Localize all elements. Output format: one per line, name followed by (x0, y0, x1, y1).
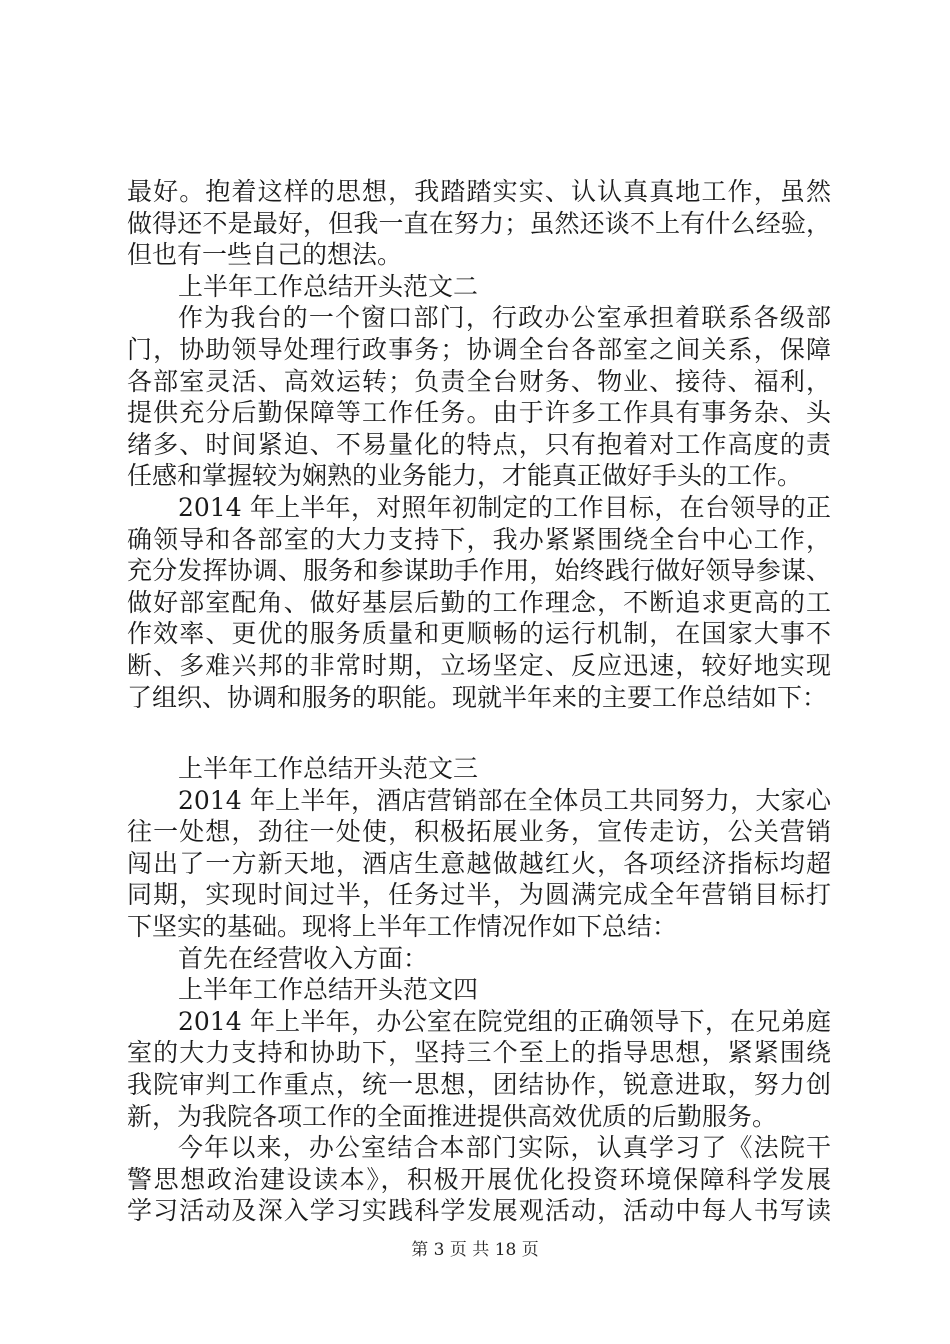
text-line: 确领导和各部室的大力支持下，我办紧紧围绕全台中心工作， (127, 524, 831, 554)
text-line: 2014 年上半年，办公室在院党组的正确领导下，在兄弟庭 (178, 1006, 831, 1036)
section-heading (127, 974, 831, 1006)
text-line: 绪多、时间紧迫、不易量化的特点，只有抱着对工作高度的责 (127, 429, 831, 459)
text-line: 但也有一些自己的想法。 (127, 240, 403, 270)
paragraph (127, 1006, 831, 1132)
text-line: 作为我台的一个窗口部门，行政办公室承担着联系各级部 (178, 303, 831, 333)
text-line: 充分发挥协调、服务和参谋助手作用，始终践行做好领导参谋、 (127, 556, 831, 586)
text-line: 往一处想，劲往一处使，积极拓展业务，宣传走访，公关营销 (127, 817, 831, 847)
text-line: 做得还不是最好，但我一直在努力；虽然还谈不上有什么经验， (127, 208, 831, 238)
text-line: 门，协助领导处理行政事务；协调全台各部室之间关系，保障 (127, 334, 831, 364)
text-line: 提供充分后勤保障等工作任务。由于许多工作具有事务杂、头 (127, 398, 831, 428)
text-line: 警思想政治建设读本》，积极开展优化投资环境保障科学发展 (127, 1164, 831, 1194)
paragraph (127, 492, 831, 713)
text-line: 我院审判工作重点，统一思想，团结协作，锐意进取，努力创 (127, 1070, 831, 1100)
text-line: 上半年工作总结开头范文三 (178, 754, 479, 784)
section-heading (127, 753, 831, 785)
text-line: 上半年工作总结开头范文二 (178, 271, 479, 301)
text-line: 各部室灵活、高效运转；负责全台财务、物业、接待、福利， (127, 366, 831, 396)
text-line: 2014 年上半年，对照年初制定的工作目标，在台领导的正 (178, 492, 831, 522)
section-heading (127, 271, 831, 303)
text-line: 同期，实现时间过半，任务过半，为圆满完成全年营销目标打 (127, 880, 831, 910)
paragraph (127, 943, 831, 975)
text-line: 首先在经营收入方面： (178, 943, 429, 973)
text-line: 2014 年上半年，酒店营销部在全体员工共同努力，大家心 (178, 785, 831, 815)
text-line: 做好部室配角、做好基层后勤的工作理念，不断追求更高的工 (127, 587, 831, 617)
paragraph (127, 1132, 831, 1227)
text-line: 室的大力支持和协助下，坚持三个至上的指导思想，紧紧围绕 (127, 1038, 831, 1068)
text-line: 学习活动及深入学习实践科学发展观活动，活动中每人书写读 (127, 1196, 831, 1226)
paragraph (127, 176, 831, 271)
text-line: 了组织、协调和服务的职能。现就半年来的主要工作总结如下： (127, 682, 828, 712)
text-line: 任感和掌握较为娴熟的业务能力，才能真正做好手头的工作。 (127, 461, 803, 491)
paragraph-gap (127, 713, 831, 753)
text-line: 今年以来，办公室结合本部门实际，认真学习了《法院干 (178, 1133, 831, 1163)
text-line: 作效率、更优的服务质量和更顺畅的运行机制，在国家大事不 (127, 619, 831, 649)
text-line: 下坚实的基础。现将上半年工作情况作如下总结： (127, 912, 678, 942)
text-line: 断、多难兴邦的非常时期，立场坚定、反应迅速，较好地实现 (127, 650, 831, 680)
document-body (127, 176, 831, 1227)
paragraph (127, 302, 831, 492)
page-footer: 第 3 页 共 18 页 (411, 1240, 539, 1260)
text-line: 新，为我院各项工作的全面推进提供高效优质的后勤服务。 (127, 1101, 778, 1131)
paragraph (127, 785, 831, 943)
text-line: 最好。抱着这样的思想，我踏踏实实、认认真真地工作，虽然 (127, 177, 831, 206)
text-line: 上半年工作总结开头范文四 (178, 975, 479, 1005)
text-line: 闯出了一方新天地，酒店生意越做越红火，各项经济指标均超 (127, 848, 831, 878)
